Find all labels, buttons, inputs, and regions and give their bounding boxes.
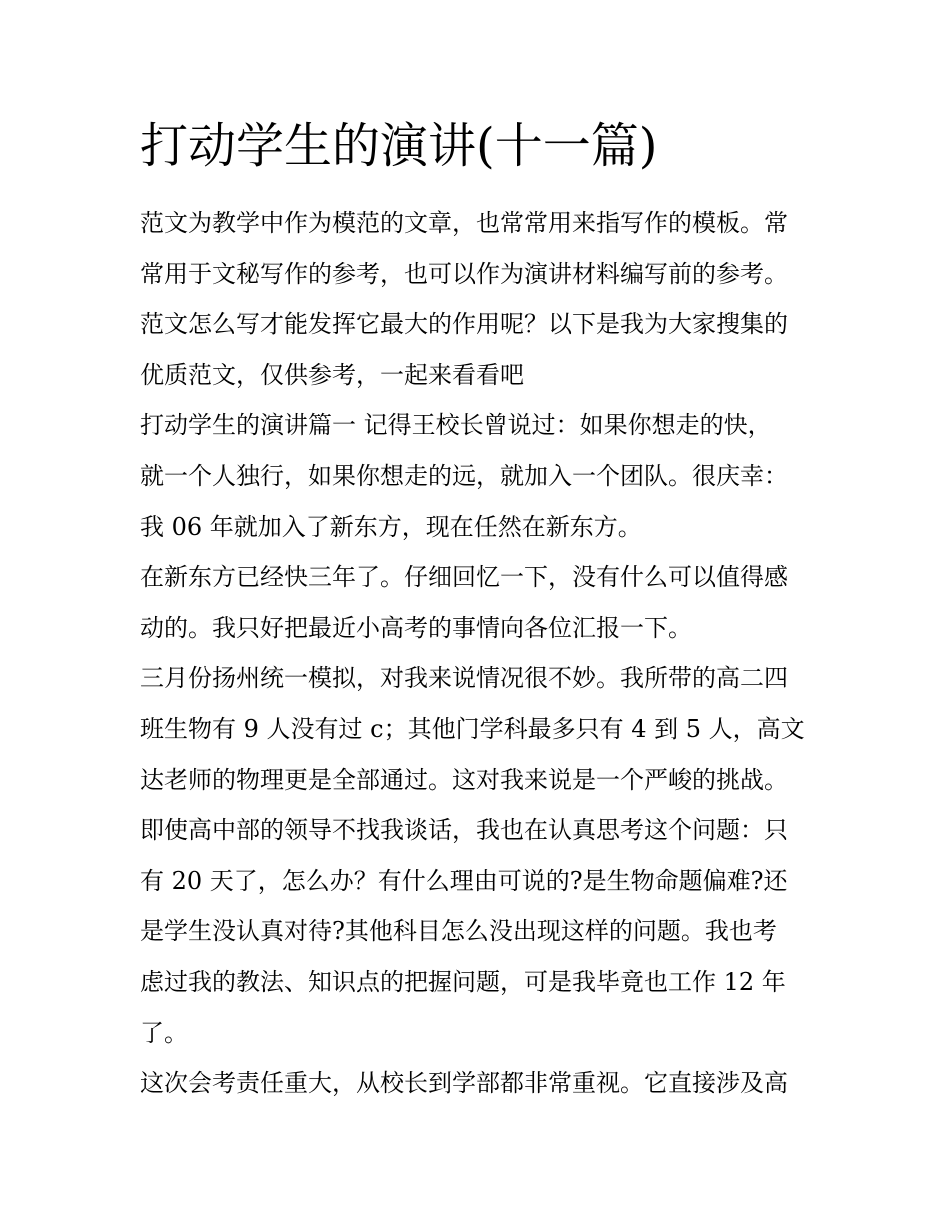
body-line: 这次会考责任重大，从校长到学部都非常重视。它直接涉及高 [140, 1069, 788, 1098]
document-body [140, 198, 812, 1109]
body-line: 动的。我只好把最近小高考的事情向各位汇报一下。 [140, 613, 692, 642]
body-line: 我 06 年就加入了新东方，现在任然在新东方。 [140, 512, 642, 541]
body-line: 三月份扬州统一模拟，对我来说情况很不妙。我所带的高二四 [140, 664, 788, 693]
body-line: 打动学生的演讲篇一 记得王校长曾说过：如果你想走的快， [140, 411, 772, 440]
body-line: 范文怎么写才能发挥它最大的作用呢？以下是我为大家搜集的 [140, 310, 788, 339]
body-line: 了。 [140, 1018, 188, 1047]
body-line: 范文为教学中作为模范的文章，也常常用来指写作的模板。常 [140, 209, 788, 237]
body-line: 达老师的物理更是全部通过。这对我来说是一个严峻的挑战。 [140, 765, 788, 794]
body-line: 即使高中部的领导不找我谈话，我也在认真思考这个问题：只 [140, 816, 788, 845]
body-line: 优质范文，仅供参考，一起来看看吧 [140, 360, 524, 389]
body-line: 常用于文秘写作的参考，也可以作为演讲材料编写前的参考。 [140, 259, 788, 288]
body-line: 是学生没认真对待?其他科目怎么没出现这样的问题。我也考 [140, 917, 777, 946]
body-line: 有 20 天了，怎么办？有什么理由可说的?是生物命题偏难?还 [140, 866, 788, 895]
body-line: 班生物有 9 人没有过 c；其他门学科最多只有 4 到 5 人，高文 [140, 714, 805, 743]
body-line: 在新东方已经快三年了。仔细回忆一下，没有什么可以值得感 [140, 563, 788, 592]
body-line: 就一个人独行，如果你想走的远，就加入一个团队。很庆幸： [140, 461, 788, 490]
body-line: 虑过我的教法、知识点的把握问题，可是我毕竟也工作 12 年 [140, 967, 786, 996]
document-title: 打动学生的演讲(十一篇) [140, 118, 658, 174]
